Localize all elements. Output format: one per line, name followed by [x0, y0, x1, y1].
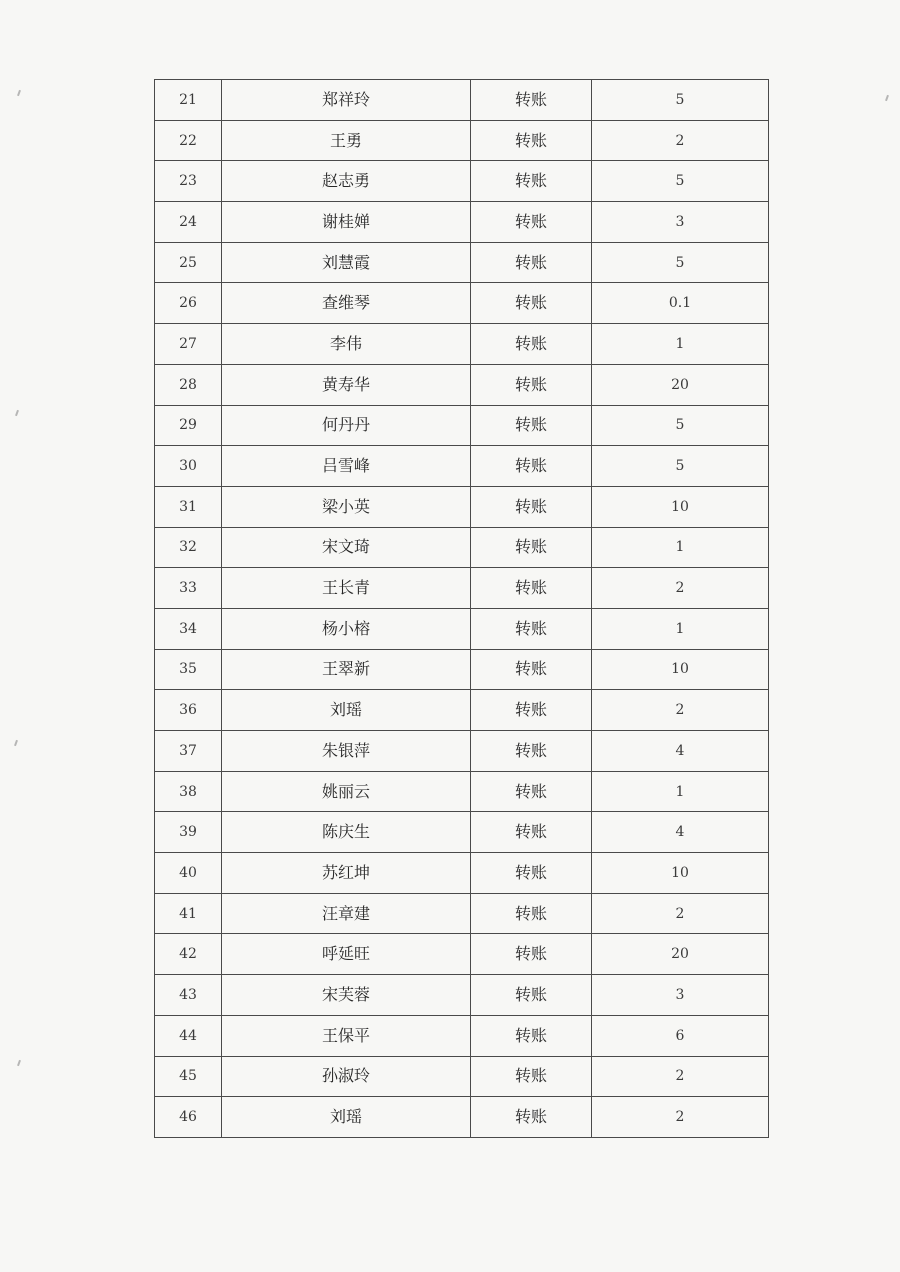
person-name-cell: 苏红坤 [222, 853, 471, 894]
row-number-cell: 26 [155, 283, 222, 324]
scan-speck [17, 90, 21, 96]
payment-method-cell: 转账 [471, 161, 592, 202]
person-name-cell: 朱银萍 [222, 731, 471, 772]
amount-cell: 5 [592, 405, 769, 446]
table-row [155, 690, 769, 731]
person-name-cell: 孙淑玲 [222, 1056, 471, 1097]
row-number-cell: 38 [155, 771, 222, 812]
table-row [155, 1015, 769, 1056]
amount-cell: 20 [592, 934, 769, 975]
row-number-cell: 42 [155, 934, 222, 975]
row-number-cell: 23 [155, 161, 222, 202]
payment-method-cell: 转账 [471, 893, 592, 934]
person-name-cell: 汪章建 [222, 893, 471, 934]
row-number-cell: 43 [155, 975, 222, 1016]
row-number-cell: 35 [155, 649, 222, 690]
amount-cell: 1 [592, 771, 769, 812]
amount-cell: 2 [592, 568, 769, 609]
person-name-cell: 姚丽云 [222, 771, 471, 812]
row-number-cell: 36 [155, 690, 222, 731]
payment-method-cell: 转账 [471, 242, 592, 283]
person-name-cell: 黄寿华 [222, 364, 471, 405]
amount-cell: 5 [592, 161, 769, 202]
payment-method-cell: 转账 [471, 324, 592, 365]
payment-method-cell: 转账 [471, 690, 592, 731]
person-name-cell: 王保平 [222, 1015, 471, 1056]
payment-method-cell: 转账 [471, 1056, 592, 1097]
amount-cell: 5 [592, 80, 769, 121]
person-name-cell: 宋芙蓉 [222, 975, 471, 1016]
table-row [155, 80, 769, 121]
table-row [155, 364, 769, 405]
payment-method-cell: 转账 [471, 527, 592, 568]
row-number-cell: 32 [155, 527, 222, 568]
row-number-cell: 37 [155, 731, 222, 772]
person-name-cell: 查维琴 [222, 283, 471, 324]
person-name-cell: 陈庆生 [222, 812, 471, 853]
row-number-cell: 24 [155, 202, 222, 243]
table-row [155, 202, 769, 243]
row-number-cell: 21 [155, 80, 222, 121]
person-name-cell: 呼延旺 [222, 934, 471, 975]
payment-method-cell: 转账 [471, 202, 592, 243]
payment-method-cell: 转账 [471, 608, 592, 649]
amount-cell: 3 [592, 975, 769, 1016]
scan-speck [14, 740, 18, 746]
row-number-cell: 39 [155, 812, 222, 853]
amount-cell: 5 [592, 242, 769, 283]
amount-cell: 1 [592, 527, 769, 568]
person-name-cell: 梁小英 [222, 486, 471, 527]
table-row [155, 649, 769, 690]
row-number-cell: 29 [155, 405, 222, 446]
person-name-cell: 王翠新 [222, 649, 471, 690]
table-row [155, 1097, 769, 1138]
row-number-cell: 44 [155, 1015, 222, 1056]
row-number-cell: 27 [155, 324, 222, 365]
row-number-cell: 33 [155, 568, 222, 609]
ledger-body [155, 80, 769, 1138]
payment-method-cell: 转账 [471, 731, 592, 772]
table-row [155, 405, 769, 446]
table-row [155, 893, 769, 934]
person-name-cell: 赵志勇 [222, 161, 471, 202]
table-row [155, 771, 769, 812]
amount-cell: 2 [592, 1097, 769, 1138]
table-row [155, 934, 769, 975]
row-number-cell: 46 [155, 1097, 222, 1138]
amount-cell: 4 [592, 812, 769, 853]
table-row [155, 324, 769, 365]
person-name-cell: 刘瑶 [222, 1097, 471, 1138]
table-row [155, 608, 769, 649]
person-name-cell: 李伟 [222, 324, 471, 365]
payment-method-cell: 转账 [471, 1097, 592, 1138]
table-row [155, 568, 769, 609]
row-number-cell: 25 [155, 242, 222, 283]
payment-method-cell: 转账 [471, 975, 592, 1016]
row-number-cell: 30 [155, 446, 222, 487]
amount-cell: 10 [592, 649, 769, 690]
payment-method-cell: 转账 [471, 853, 592, 894]
table-row [155, 527, 769, 568]
person-name-cell: 郑祥玲 [222, 80, 471, 121]
amount-cell: 3 [592, 202, 769, 243]
amount-cell: 6 [592, 1015, 769, 1056]
amount-cell: 2 [592, 1056, 769, 1097]
amount-cell: 1 [592, 608, 769, 649]
amount-cell: 10 [592, 486, 769, 527]
payment-method-cell: 转账 [471, 405, 592, 446]
payment-method-cell: 转账 [471, 812, 592, 853]
payment-method-cell: 转账 [471, 80, 592, 121]
scan-speck [15, 410, 19, 416]
table-row [155, 446, 769, 487]
payment-method-cell: 转账 [471, 486, 592, 527]
amount-cell: 10 [592, 853, 769, 894]
payment-method-cell: 转账 [471, 283, 592, 324]
person-name-cell: 谢桂婵 [222, 202, 471, 243]
person-name-cell: 宋文琦 [222, 527, 471, 568]
payment-method-cell: 转账 [471, 364, 592, 405]
payment-method-cell: 转账 [471, 568, 592, 609]
amount-cell: 2 [592, 690, 769, 731]
scan-speck [17, 1060, 21, 1066]
row-number-cell: 31 [155, 486, 222, 527]
amount-cell: 20 [592, 364, 769, 405]
row-number-cell: 34 [155, 608, 222, 649]
payment-method-cell: 转账 [471, 771, 592, 812]
row-number-cell: 41 [155, 893, 222, 934]
scan-speck [885, 95, 889, 101]
table-row [155, 242, 769, 283]
person-name-cell: 刘慧霞 [222, 242, 471, 283]
table-row [155, 731, 769, 772]
table-row [155, 853, 769, 894]
row-number-cell: 28 [155, 364, 222, 405]
row-number-cell: 45 [155, 1056, 222, 1097]
table-row [155, 975, 769, 1016]
person-name-cell: 吕雪峰 [222, 446, 471, 487]
row-number-cell: 22 [155, 120, 222, 161]
amount-cell: 1 [592, 324, 769, 365]
amount-cell: 5 [592, 446, 769, 487]
payment-method-cell: 转账 [471, 120, 592, 161]
table-row [155, 283, 769, 324]
transfer-ledger-table [154, 79, 769, 1138]
table-row [155, 1056, 769, 1097]
table-row [155, 161, 769, 202]
amount-cell: 2 [592, 893, 769, 934]
amount-cell: 0.1 [592, 283, 769, 324]
table-row [155, 120, 769, 161]
amount-cell: 2 [592, 120, 769, 161]
row-number-cell: 40 [155, 853, 222, 894]
table-row [155, 812, 769, 853]
person-name-cell: 王勇 [222, 120, 471, 161]
table-row [155, 486, 769, 527]
person-name-cell: 王长青 [222, 568, 471, 609]
person-name-cell: 刘瑶 [222, 690, 471, 731]
payment-method-cell: 转账 [471, 934, 592, 975]
person-name-cell: 杨小榕 [222, 608, 471, 649]
payment-method-cell: 转账 [471, 649, 592, 690]
amount-cell: 4 [592, 731, 769, 772]
person-name-cell: 何丹丹 [222, 405, 471, 446]
payment-method-cell: 转账 [471, 446, 592, 487]
payment-method-cell: 转账 [471, 1015, 592, 1056]
